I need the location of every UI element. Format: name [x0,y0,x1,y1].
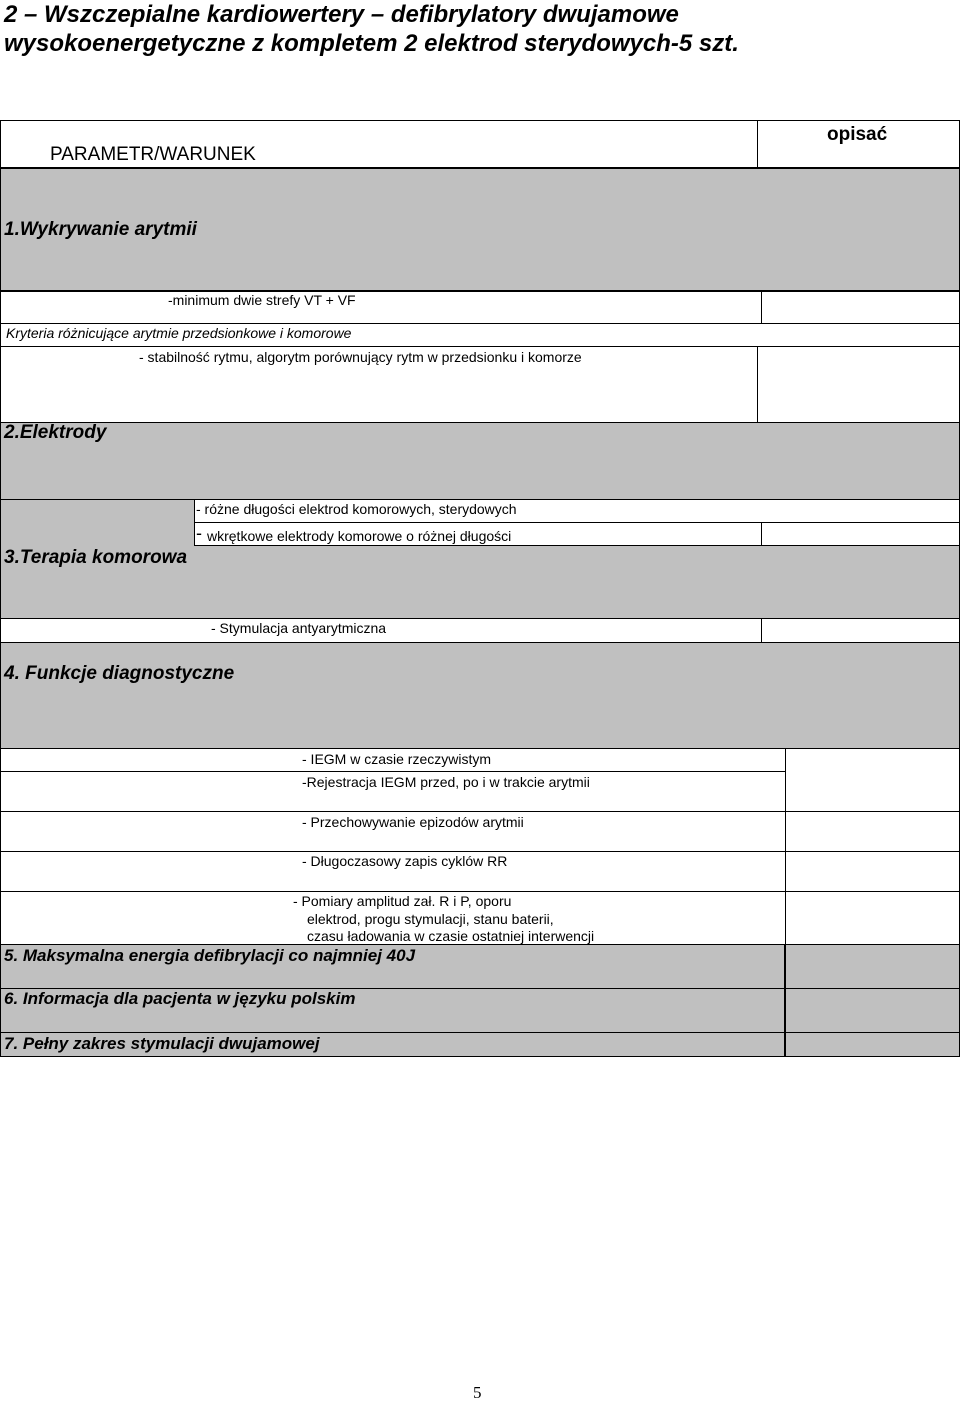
vt-vf-label: -minimum dwie strefy VT + VF [168,292,356,308]
measurements-line-3: czasu ładowania w czasie ostatniej interwencji [307,928,595,944]
measurements-answer-cell[interactable] [785,891,960,945]
screw-in-dash: - [196,523,202,543]
section-4-title: 4. Funkcje diagnostyczne [4,663,235,684]
antiarrhythmic-label: - Stymulacja antyarytmiczna [211,620,387,636]
header-describe: opisać [827,124,888,145]
episodes-answer-cell[interactable] [785,811,960,852]
section-7-answer-cell[interactable] [785,1032,960,1057]
section-5-title: 5. Maksymalna energia defibrylacji co najmniej 40J [4,946,416,965]
rr-label: - Długoczasowy zapis cyklów RR [302,853,508,869]
iegm-realtime-label: - IEGM w czasie rzeczywistym [302,751,492,767]
antiarrhythmic-answer-cell[interactable] [761,618,960,643]
section-6-answer-cell[interactable] [785,988,960,1033]
section-4-band [0,642,960,749]
episodes-label: - Przechowywanie epizodów arytmii [302,814,524,830]
vt-vf-row [0,291,761,324]
title-line-1: 2 – Wszczepialne kardiowertery – defibrylatory dwujamowe [4,1,679,28]
screw-in-answer-cell[interactable] [761,522,960,546]
lengths-label: - różne długości elektrod komorowych, sterydowych [196,501,517,517]
screw-in-label: wkrętkowe elektrody komorowe o różnej długości [207,528,512,544]
section-3-title: 3.Terapia komorowa [4,547,188,568]
section-2-title: 2.Elektrody [4,422,107,443]
section-5-answer-cell[interactable] [785,944,960,989]
page-number: 5 [473,1383,482,1402]
section-6-title: 6. Informacja dla pacjenta w języku polskim [4,989,356,1008]
section-7-title: 7. Pełny zakres stymulacji dwujamowej [4,1034,320,1053]
title-line-2: wysokoenergetyczne z kompletem 2 elektrod sterydowych-5 szt. [4,30,739,57]
rr-answer-cell[interactable] [785,851,960,892]
vt-vf-answer-cell[interactable] [761,291,960,324]
header-parameter: PARAMETR/WARUNEK [50,144,256,165]
stability-label: - stabilność rytmu, algorytm porównujący rytm w przedsionku i komorze [139,349,582,365]
section-1-title: 1.Wykrywanie arytmii [4,219,197,240]
iegm-record-label: -Rejestracja IEGM przed, po i w trakcie arytmii [302,774,590,790]
section-2-band [0,422,960,500]
iegm-answer-cell[interactable] [785,748,960,812]
measurements-line-2: elektrod, progu stymulacji, stanu baterii, [307,911,554,927]
criteria-heading: Kryteria różnicujące arytmie przedsionkowe i komorowe [6,325,352,341]
stability-answer-cell[interactable] [757,346,960,423]
measurements-line-1: - Pomiary amplitud zał. R i P, oporu [293,893,512,909]
